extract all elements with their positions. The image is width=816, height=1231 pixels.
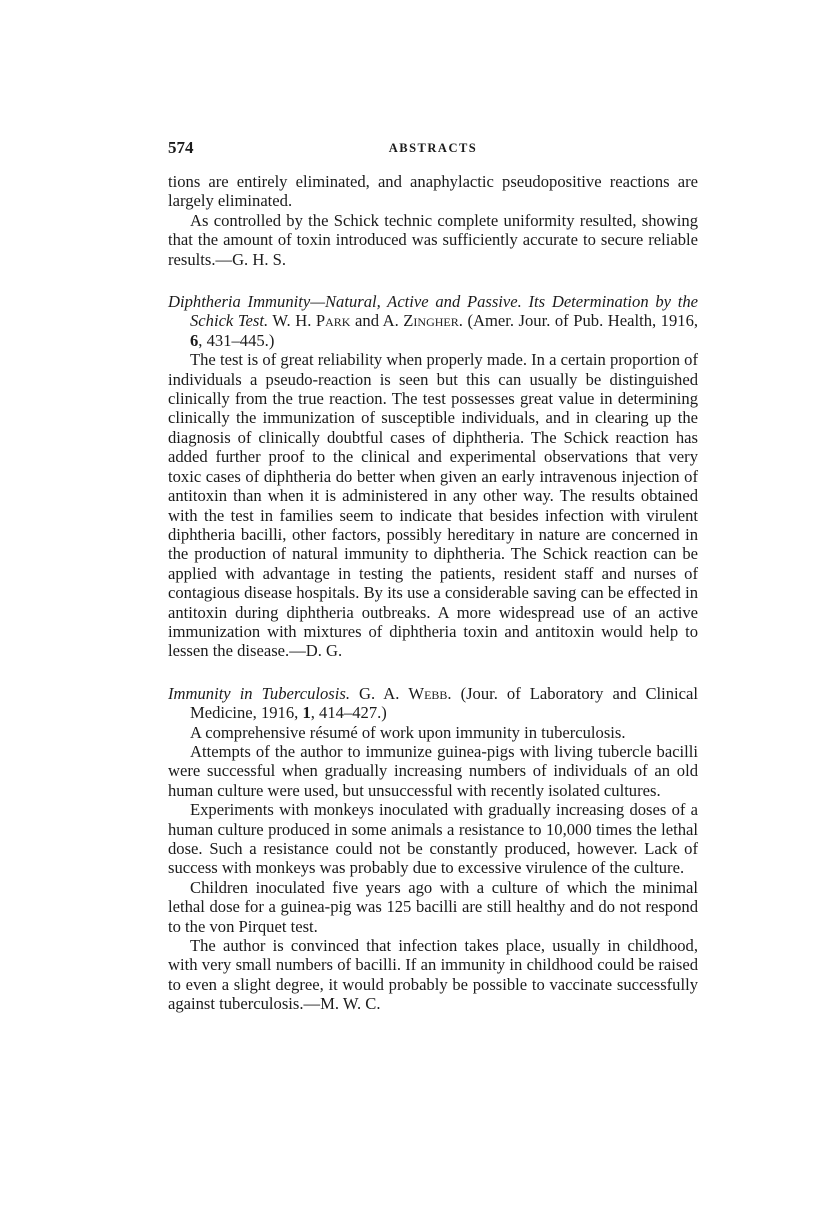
entry-heading — [168, 684, 698, 723]
entry-volume: 6 — [190, 330, 199, 350]
continuation-block — [168, 172, 698, 269]
abstract-entry-diphtheria — [168, 292, 698, 661]
abstract-entry-tuberculosis — [168, 684, 698, 1014]
entry-authors-prefix: G. A. — [359, 683, 409, 703]
entry-paragraph: The author is convinced that infection takes place, usually in childhood, with very small numbers of bacilli. If an immunity in childhood could be raised to even a slight degree, it would probably be possible to vaccinate successfully against tuberculosis.—M. W. C. — [168, 936, 698, 1014]
entry-authors-middle: and A. — [350, 311, 404, 331]
entry-author-park: Park — [315, 311, 351, 331]
continuation-paragraph-1: tions are entirely eliminated, and anaphylactic pseudopositive reactions are largely eliminated. — [168, 172, 698, 211]
running-head: ABSTRACTS — [388, 141, 478, 155]
continuation-paragraph-2: As controlled by the Schick technic complete uniformity resulted, showing that the amount of toxin introduced was sufficiently accurate to secure reliable results.—G. H. S. — [168, 210, 698, 269]
entry-paragraph: Experiments with monkeys inoculated with gradually increasing doses of a human culture produced in some animals a resistance to 10,000 times the lethal dose. Such a resistance could not be constantly produced, however. Lack of success with monkeys was probably due to excessive virulence of the culture. — [168, 800, 698, 878]
page-number: 574 — [168, 138, 194, 157]
entry-body: The test is of great reliability when properly made. In a certain proportion of individuals a pseudo-reaction is seen but this can usually be distinguished clinically from the true reaction. The test possesses great value in determining clinically the immunization of susceptible individuals, and in clearing up the diagnosis of clinically doubtful cases of diphtheria. The Schick reaction has added further proof to the clinical and experimental observations that very toxic cases of diphtheria do better when given an early intravenous injection of antitoxin than when it is administered in any other way. The results obtained with the test in families seem to indicate that besides infection with virulent diphtheria bacilli, other factors, possibly hereditary in nature are concerned in the production of natural immunity to diphtheria. The Schick reaction can be applied with advantage in testing the patients, resident staff and nurses of contagious disease hospitals. By its use a considerable saving can be effected in antitoxin during diphtheria outbreaks. A more widespread use of an active immunization with mixtures of diphtheria toxin and antitoxin would help to lessen the disease.—D. G. — [168, 350, 698, 661]
entry-title: Diphtheria Immunity—Natural, Active and Passive. Its Determination by the Schick Test. — [168, 292, 698, 331]
entry-heading — [168, 292, 698, 350]
entry-paragraph: Children inoculated five years ago with a culture of which the minimal lethal dose for a guinea-pig was 125 bacilli are still healthy and do not respond to the von Pirquet test. — [168, 877, 698, 936]
entry-citation-prefix: . (Jour. of Laboratory and Clinical Medicine, 1916, — [190, 683, 699, 723]
entry-authors-prefix: W. H. — [272, 311, 316, 331]
entry-citation-suffix: , 414–427.) — [310, 703, 387, 723]
entry-paragraph: Attempts of the author to immunize guinea-pigs with living tubercle bacilli were successful when gradually increasing numbers of individuals of an old human culture were used, but unsuccessful with recently isolated cultures. — [168, 741, 698, 800]
entry-title: Immunity in Tuberculosis. — [168, 683, 350, 703]
entry-paragraph: A comprehensive résumé of work upon immunity in tuberculosis. — [190, 722, 626, 742]
page — [168, 138, 698, 1014]
entry-author-webb: Webb — [408, 683, 448, 703]
entry-citation-suffix: , 431–445.) — [198, 330, 275, 350]
page-header — [168, 138, 698, 160]
entry-citation-prefix: . (Amer. Jour. of Pub. Health, 1916, — [458, 311, 699, 331]
entry-volume: 1 — [302, 703, 311, 723]
entry-author-zingher: Zingher — [403, 311, 459, 331]
